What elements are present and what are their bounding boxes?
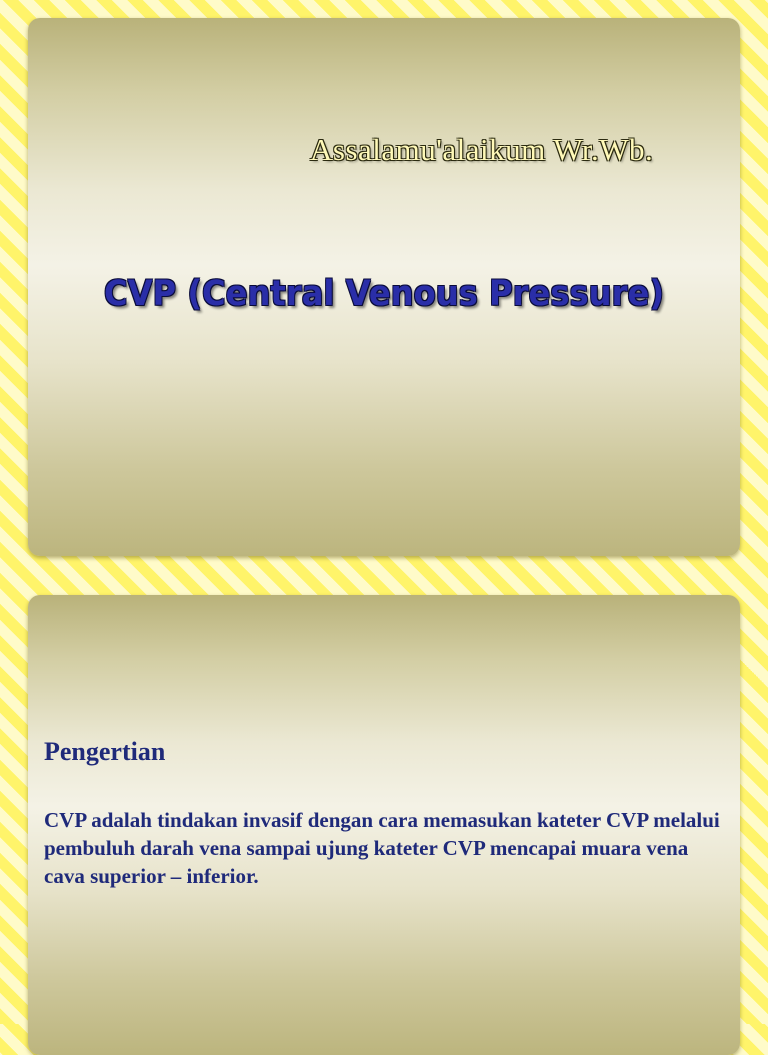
definition-paragraph: CVP adalah tindakan invasif dengan cara memasukan kateter CVP melalui pembuluh darah vena sampai ujung kateter CVP mencapai muara vena cava superior – inferior. xyxy=(44,808,720,888)
greeting-text: Assalamu'alaikum Wr.Wb. xyxy=(310,132,654,167)
slide-definition xyxy=(28,595,740,1055)
slide-title xyxy=(28,18,740,556)
presentation-title: CVP (Central Venous Pressure) xyxy=(103,274,665,314)
section-heading: Pengertian xyxy=(44,737,166,766)
